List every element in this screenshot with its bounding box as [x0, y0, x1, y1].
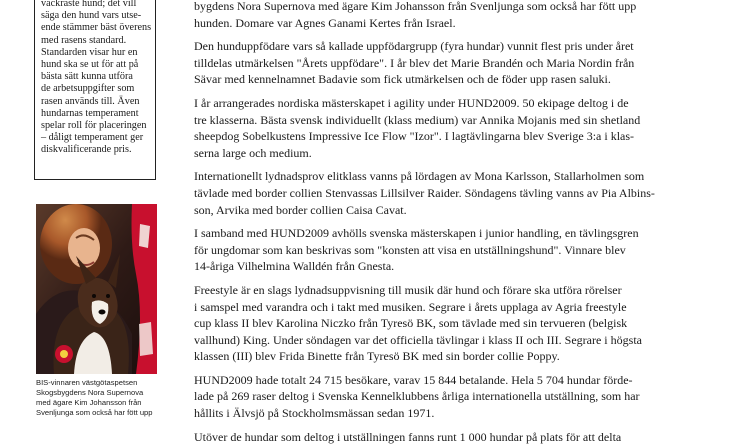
article-line: hunden. Domare var Agnes Ganami Kertes från Israel. [194, 15, 456, 30]
article-line: sheepdog Sobelkustens Impressive Ice Flow "Izor". I lagtävlingarna blev Sverige 3:a i klas- [194, 129, 635, 144]
article-line: tre klasserna. Bästa svensk individuellt (klass medium) var Annika Mojanis med sin shetland [194, 112, 641, 127]
article-line: I samband med HUND2009 avhölls svenska mästerskapen i junior handling, en tävlingsgren [194, 226, 639, 241]
article-line: I år arrangerades nordiska mästerskapet i agility under HUND2009. 50 ekipage deltog i de [194, 95, 629, 110]
article-paragraph [194, 95, 706, 161]
article-line: 14-åriga Vilhelmina Walldén från Gnesta. [194, 259, 395, 274]
article-line: vallhund) King. Under söndagen var det officiella tävlingar i klass II och III. Segrare i högsta [194, 332, 642, 347]
photo-illustration [36, 204, 157, 374]
photo-caption [36, 378, 160, 419]
caption-line: Skogsbygdens Nora Supernova [36, 388, 144, 397]
sidebar-line: – dåligt temperament ger [41, 132, 144, 144]
article-line: klassen (III) blev Frida Binette från Tyresö BK med sin border collie Poppy. [194, 349, 560, 364]
sidebar-line: rasen används till. Även [41, 95, 140, 107]
sidebar-line: bästa sätt kunna utföra [41, 71, 133, 83]
article-line: son, Arvika med border collien Caisa Cavat. [194, 202, 407, 217]
sidebar-line: ende stämmer bäst överens [41, 22, 152, 34]
sidebar-line: hund ska se ut för att på [41, 59, 139, 71]
sidebar-text [41, 0, 152, 157]
caption-line: BIS-vinnaren västgötaspetsen [36, 378, 138, 387]
article-line: tilldelas utmärkelsen "Årets uppfödare". I år blev det Marie Brandén och Maria Nordin från [194, 55, 635, 70]
article-paragraph [194, 372, 706, 422]
sidebar-line: vackraste hund; det vill [41, 0, 137, 9]
article-paragraph [194, 0, 706, 31]
article-line: HUND2009 hade totalt 24 715 besökare, varav 15 844 betalande. Hela 5 704 hundar förde- [194, 372, 633, 387]
article-body [194, 0, 706, 444]
article-line: Internationellt lydnadsprov elitklass vanns på lördagen av Mona Karlsson, Stallarholmen som [194, 169, 645, 184]
article-line: Den hunduppfödare vars så kallade uppfödargrupp (fyra hundar) vunnit flest pris under året [194, 39, 634, 54]
sidebar-line: hundarnas temperament [41, 107, 139, 119]
article-line: tävlade med border collien Stenvassas Lillsilver Raider. Söndagens tävling vanns av Pia Albins- [194, 185, 655, 200]
article-line: Utöver de hundar som deltog i utställningen fanns runt 1 000 hundar på plats för att delta [194, 429, 622, 444]
sidebar-line: säga den hund vars utse- [41, 10, 142, 22]
article-line: Sävar med kennelnamnet Badavie som fick utmärkelsen och de föder upp rasen saluki. [194, 72, 611, 87]
sidebar-fact-box [34, 0, 156, 180]
article-line: bygdens Nora Supernova med ägare Kim Johansson från Svenljunga som också har fött upp [194, 0, 637, 13]
caption-line: med ägare Kim Johansson från [36, 398, 142, 407]
bis-winner-photo [36, 204, 157, 374]
article-paragraph [194, 168, 706, 218]
article-line: serna large och medium. [194, 145, 312, 160]
caption-line: Svenljunga som också har fött upp [36, 408, 153, 417]
sidebar-line: spelar roll för placeringen [41, 120, 147, 132]
article-line: hållits i Älvsjö på Stockholmsmässan sedan 1971. [194, 406, 435, 421]
article-line: cup klass II blev Karolina Niczko från Tyresö BK, som tävlade med sin tervueren (belgisk [194, 316, 628, 331]
article-paragraph [194, 38, 706, 88]
sidebar-line: diskvalificerande pris. [41, 144, 132, 156]
sidebar-line: med rasens standard. [41, 34, 127, 46]
article-line: Freestyle är en slags lydnadsuppvisning till musik där hund och förare ska utföra rörelser [194, 282, 622, 297]
article-paragraph [194, 429, 706, 445]
article-line: lade på 269 raser deltog i Svenska Kennelklubbens årliga internationella utställning, som har [194, 389, 640, 404]
article-paragraph [194, 282, 706, 365]
sidebar-line: Standarden visar hur en [41, 46, 138, 58]
article-paragraph [194, 225, 706, 275]
article-line: i samspel med varandra och i takt med musiken. Segrare i årets upplaga av Agria freestyle [194, 299, 627, 314]
article-line: för ungdomar som kan beskrivas som "konsten att visa en utställningshund". Vinnare blev [194, 242, 626, 257]
sidebar-line: de arbetsuppgifter som [41, 83, 135, 95]
